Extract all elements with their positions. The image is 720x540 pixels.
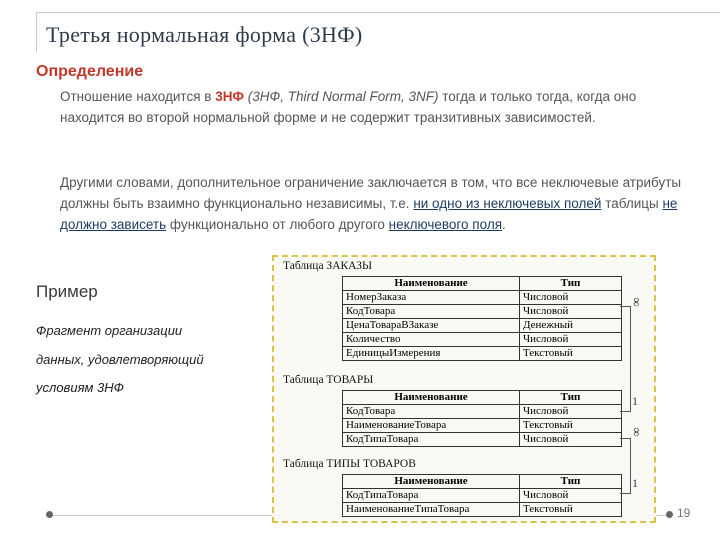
- relation-line-products-types: [620, 438, 631, 494]
- slide-title: Третья нормальная форма (3НФ): [46, 22, 363, 47]
- many-symbol-products: ∞: [629, 427, 645, 437]
- table-row: Количество Числовой: [343, 333, 622, 347]
- col-type-header: Тип: [520, 475, 622, 489]
- table-row: НаименованиеТипаТовара Текстовый: [343, 503, 622, 517]
- frame-left-line: [36, 12, 37, 52]
- col-type-header: Тип: [520, 277, 622, 291]
- table-row: КодТовара Числовой: [343, 305, 622, 319]
- one-symbol-products: 1: [632, 394, 638, 408]
- orders-table: [342, 276, 622, 361]
- table-row: КодТипаТовара Числовой: [343, 433, 622, 447]
- page-number: 19: [677, 506, 691, 520]
- example-heading: Пример: [36, 282, 98, 301]
- col-name-header: Наименование: [343, 475, 520, 489]
- col-type-header: Тип: [520, 391, 622, 405]
- col-name-header: Наименование: [343, 277, 520, 291]
- table-row: ЦенаТовараВЗаказе Денежный: [343, 319, 622, 333]
- bottom-right-dot: [666, 511, 673, 518]
- fragment-line-1: Фрагмент организации: [36, 323, 183, 338]
- table-row: НомерЗаказа Числовой: [343, 291, 622, 305]
- definition-text: Отношение находится в 3НФ (3НФ, Third Normal Form, 3NF) тогда и только тогда, когда оно находится во второй нормальной форме и не содержит транзитивных зависимостей.: [60, 89, 637, 125]
- products-table: [342, 390, 622, 447]
- col-name-header: Наименование: [343, 391, 520, 405]
- table-row: КодТовара Числовой: [343, 405, 622, 419]
- orders-caption: Таблица ЗАКАЗЫ: [283, 260, 372, 272]
- explanation-text: Другими словами, дополнительное ограничение заключается в том, что все неключевые атрибуты должны быть взаимно функционально независимы, т.е. ни одно из неключевых полей таблицы не должно зависеть функционально от любого другого неключевого поля.: [60, 175, 682, 232]
- frame-top-line: [36, 12, 720, 13]
- many-symbol-orders: ∞: [629, 297, 645, 307]
- table-row: НаименованиеТовара Текстовый: [343, 419, 622, 433]
- fragment-line-2: данных, удовлетворяющий: [36, 352, 204, 367]
- table-header-row: [343, 391, 622, 405]
- table-header-row: [343, 277, 622, 291]
- one-symbol-types: 1: [632, 476, 638, 490]
- table-header-row: [343, 475, 622, 489]
- types-caption: Таблица ТИПЫ ТОВАРОВ: [283, 458, 416, 470]
- types-table: [342, 474, 622, 517]
- fragment-line-3: условиям 3НФ: [36, 380, 124, 395]
- table-row: КодТипаТовара Числовой: [343, 489, 622, 503]
- table-row: ЕдиницыИзмерения Текстовый: [343, 347, 622, 361]
- relation-line-orders-products: [620, 306, 631, 412]
- bottom-left-dot: [46, 511, 53, 518]
- abbr-3nf: 3НФ: [215, 89, 244, 104]
- definition-heading: Определение: [36, 63, 144, 80]
- products-caption: Таблица ТОВАРЫ: [283, 374, 374, 386]
